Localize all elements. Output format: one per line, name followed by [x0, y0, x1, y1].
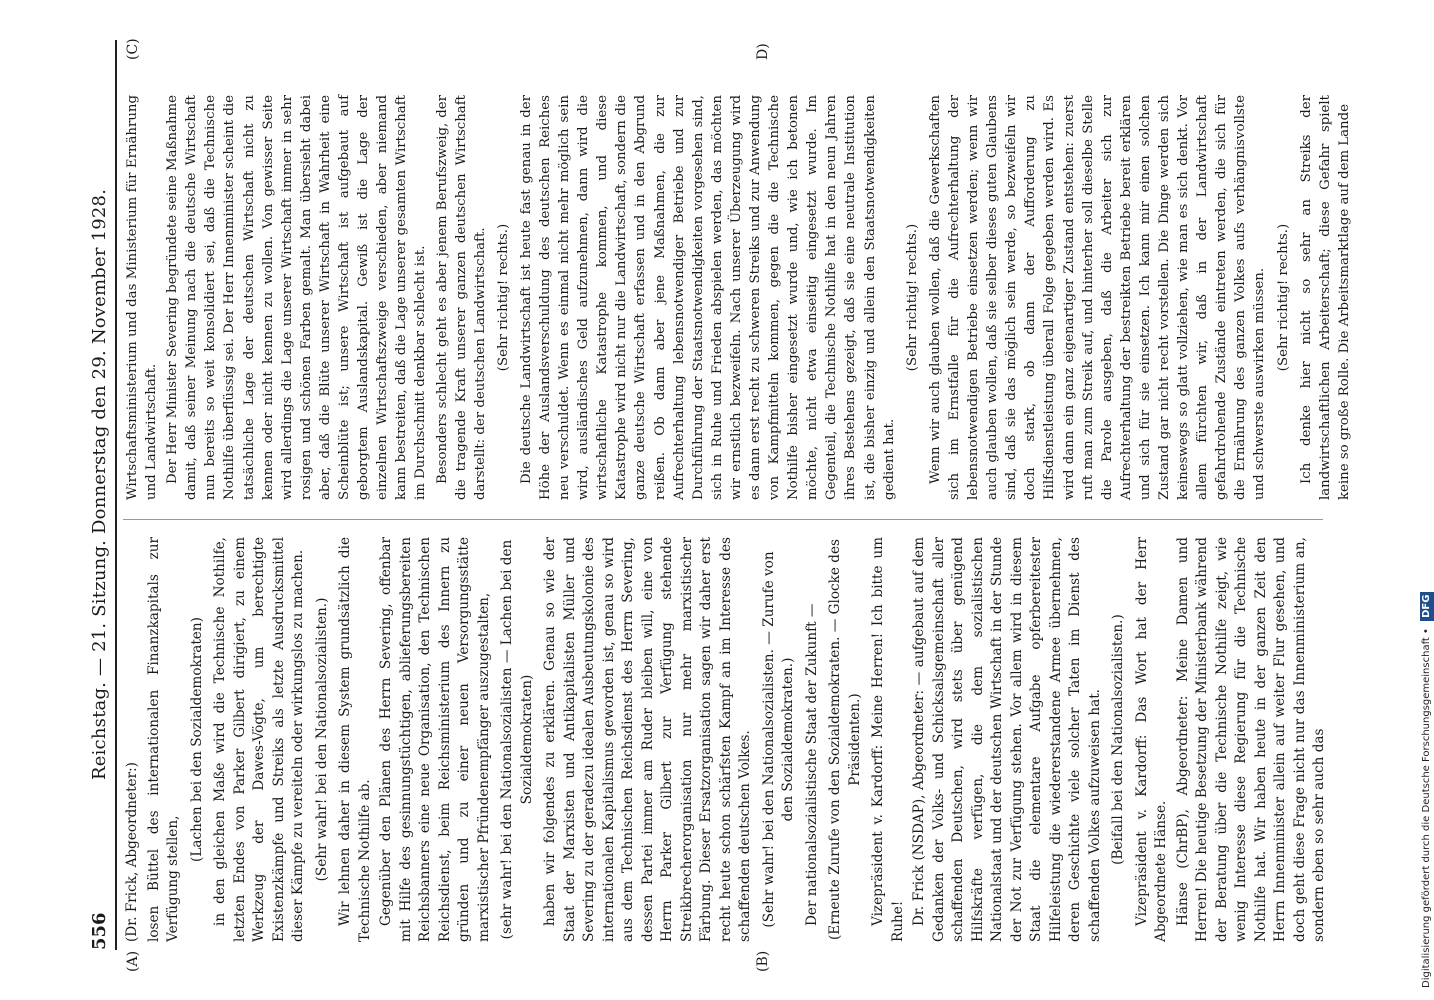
paragraph: in den gleichen Maße wird die Technische Nothilfe, letzten Endes von Parker Gilbert dirigiert, zu einem Werkzeug der Dawes-Vögte, um berechtigte Existenzkämpfe und Streiks als letzte Ausdrucksmittel dieser Kämpfe zu vereiteln oder wirkungslos zu machen.	[212, 537, 306, 942]
rotated-page	[75, 0, 1405, 1000]
interjection: (Lachen bei den Sozialdemokraten)	[188, 617, 205, 862]
interjection: (Sehr richtig! rechts.)	[904, 223, 920, 372]
interjection: (sehr wahr! bei den Nationalsozialisten — Lachen bei den Sozialdemokraten)	[499, 539, 535, 940]
digitization-sidebar	[1420, 8, 1434, 988]
paragraph: losen Büttel des internationalen Finanzkapitals zur Verfügung stellen,	[145, 537, 181, 942]
paragraph: Wirtschaftsministerium und das Ministerium für Ernährung und Landwirtschaft.	[125, 95, 160, 500]
margin-mark-a: (A)	[125, 950, 141, 972]
paragraph: Besonders schlecht geht es aber jenem Berufszweig, der die tragende Kraft unserer ganzen deutschen Wirtschaft darstellt: der deutschen Landwirtschaft.	[434, 95, 488, 500]
paragraph: (Dr. Frick, Abgeordneter:)	[124, 762, 140, 942]
paragraph: haben wir folgendes zu erklären. Genau so wie der Staat der Marxisten und Antikapitalisten Müller und Severing zu der geradezu idealen Ausbeutungskolonie des internationalen Kapitalismus geworden ist, genau so wird aus dem Technischen Reichsdienst des Herrn Severing, dessen Partei immer am Ruder bleiben will, eine von Herrn Parker Gilbert zur Verfügung stehende Streikbrecherorganisation nur mehr marxistischer Färbung. Dieser Ersatzorganisation sagen wir daher erst recht heute schon schärfsten Kampf an im Interesse des schaffenden deutschen Volkes.	[542, 537, 753, 942]
margin-mark-c: (C)	[125, 38, 141, 60]
digitization-note: Digitalisierung gefördert durch die Deutsche Forschungsgemeinschaft •	[1421, 628, 1432, 988]
paragraph: Ich denke hier nicht so sehr an Streiks der landwirtschaftlichen Arbeiterschaft; diese Gefahr spielt keine so große Rolle. Die Arbeitsmarktlage auf dem Lande	[1298, 95, 1352, 500]
interjection: (Sehr richtig! rechts.)	[495, 223, 511, 372]
interjection: (Sehr wahr! bei den Nationalsozialisten. — Zurufe von den Sozialdemokraten.)	[760, 551, 796, 928]
interjection: (Sehr wahr! bei den Nationalsozialisten.)	[313, 597, 330, 882]
dfg-logo: DFG	[1420, 592, 1434, 621]
page-header	[89, 40, 113, 950]
interjection: (Beifall bei den Nationalsozialisten.)	[1110, 614, 1126, 865]
paragraph: Der nationalsozialistische Staat der Zukunft —	[803, 603, 820, 926]
interjection: (Sehr richtig! rechts.)	[1275, 223, 1291, 372]
left-column	[123, 537, 1332, 942]
column-divider	[123, 519, 1323, 520]
paragraph: Dr. Frick (NSDAP), Abgeordneter: — aufgebaut auf dem Gedanken der Volks- und Schicksalsgemeinschaft aller schaffenden Deutschen, wird stets über genügend Hilfskräfte verfügen, die dem sozialistischen Nationalstaat und der deutschen Wirtschaft in der Stunde der Not zur Verfügung stehen. Vor allem wird in diesem Staat die elementare Aufgabe opferbereitester Hilfeleistung die wiedererstandene Armee übernehmen, deren Geschichte viele solcher Taten im Dienst des schaffenden Volkes aufzuweisen hat.	[911, 537, 1103, 942]
paragraph: Gegenüber den Plänen des Herrn Severing, offenbar mit Hilfe des gesinnungstüchtigen, ablieferungsbereiten Reichsbanners eine neue Organisation, den Technischen Reichsdienst, beim Reichsministerium des Innern zu gründen und zu einer neuen Versorgungsstätte marxistischer Pfründenempfänger auszugestalten,	[378, 537, 492, 942]
paragraph: Wenn wir auch glauben wollen, daß die Gewerkschaften sich im Ernstfalle für die Aufrechterhaltung der lebensnotwendigen Betriebe einsetzen werden; wenn wir auch glauben wollen, daß sie selber dieses guten Glaubens sind, daß sie das möglich sein werde, so bezweifeln wir doch stark, ob dann der Aufforderung zu Hilfsdienstleistung überall Folge gegeben werden wird. Es wird dann ein ganz eigenartiger Zustand entstehen: zuerst ruft man zum Streik auf, und hinterher soll dieselbe Stelle die Parole ausgeben, daß die Arbeiter sich zur Aufrechterhaltung der bestreikten Betriebe bereit erklären und sich für sie einsetzen. Ich kann mir einen solchen Zustand gar nicht recht vorstellen. Die Dinge werden sich keineswegs so glatt vollziehen, wie man es sich denkt. Vor allem fürchten wir, daß in der Landwirtschaft gefahrdrohende Zustände eintreten werden, die sich für die Ernährung des ganzen Volkes aufs verhängnisvollste und schwerste auswirken müssen.	[927, 95, 1268, 500]
paragraph: Die deutsche Landwirtschaft ist heute fast genau in der Höhe der Auslandsverschuldung des deutschen Reiches neu verschuldet. Wenn es einmal nicht mehr möglich sein wird, ausländisches Geld aufzunehmen, dann wird die wirtschaftliche Katastrophe kommen, und diese Katastrophe wird nicht nur die Landwirtschaft, sondern die ganze deutsche Wirtschaft erfassen und in den Abgrund reißen. Ob dann aber jene Maßnahmen, die zur Aufrechterhaltung lebensnotwendiger Betriebe und zur Durchführung der Staatsnotwendigkeiten vorgesehen sind, sich in Ruhe und Frieden abspielen werden, das möchten wir ernstlich bezweifeln. Nach unserer Überzeugung wird es dann erst recht zu schweren Streiks und zur Anwendung von Kampfmitteln kommen, gegen die die Technische Nothilfe bisher eingesetzt wurde und, wie ich betonen möchte, nicht etwa einseitig eingesetzt wurde. Im Gegenteil, die Technische Nothilfe hat in den neun Jahren ihres Bestehens gezeigt, daß sie eine neutrale Institution ist, die bisher einzig und allein den Staatsnotwendigkeiten gedient hat.	[518, 95, 897, 500]
paragraph: Hänse (ChrBP), Abgeordneter: Meine Damen und Herren! Die heutige Besetzung der Ministerbank während der Beratung über die Technische Nothilfe zeigt, wie wenig Interesse diese Regierung für die Technische Nothilfe hat. Wir haben heute in der ganzen Zeit den Herrn Innenminister allein auf weiter Flur gesehen, und doch geht diese Frage nicht nur das Innenministerium an, sondern eben so sehr auch das	[1174, 537, 1327, 942]
paragraph: Wir lehnen daher in diesem System grundsätzlich die Technische Nothilfe ab.	[337, 537, 373, 942]
paragraph: Der Herr Minister Severing begründete seine Maßnahme damit, daß seiner Meinung nach die deutsche Wirtschaft nun bereits so weit konsolidiert sei, daß die Technische Nothilfe überflüssig sei. Der Herr Innenminister scheint die tatsächliche Lage der deutschen Wirtschaft nicht zu kennen oder nicht kennen zu wollen. Von gewisser Seite wird allerdings die Lage unserer Wirtschaft immer in sehr rosigen und schönen Farben gemalt. Man übersieht dabei aber, daß die Blüte unserer Wirtschaft in Wahrheit eine Scheinblüte ist; unsere Wirtschaft ist aufgebaut auf geborgtem Auslandskapital. Gewiß ist die Lage der einzelnen Wirtschaftszweige verschieden, aber niemand kann bestreiten, daß die Lage unserer gesamten Wirtschaft im Durchschnitt denkbar schlecht ist.	[165, 95, 429, 500]
interjection: (Erneute Zurufe von den Sozialdemokraten. — Glocke des Präsidenten.)	[827, 539, 863, 940]
right-column	[123, 95, 1356, 500]
running-title: Reichstag. — 21. Sitzung. Donnerstag den 29. November 1928.	[89, 188, 110, 780]
paragraph: Vizepräsident v. Kardorff: Meine Herren! Ich bitte um Ruhe!	[870, 537, 906, 942]
margin-mark-d: D)	[755, 43, 771, 60]
header-rule	[115, 40, 117, 950]
paragraph: Vizepräsident v. Kardorff: Das Wort hat der Herr Abgeordnete Hänse.	[1133, 537, 1169, 942]
margin-mark-b: (B)	[755, 950, 771, 972]
page-number: 556	[89, 912, 110, 950]
